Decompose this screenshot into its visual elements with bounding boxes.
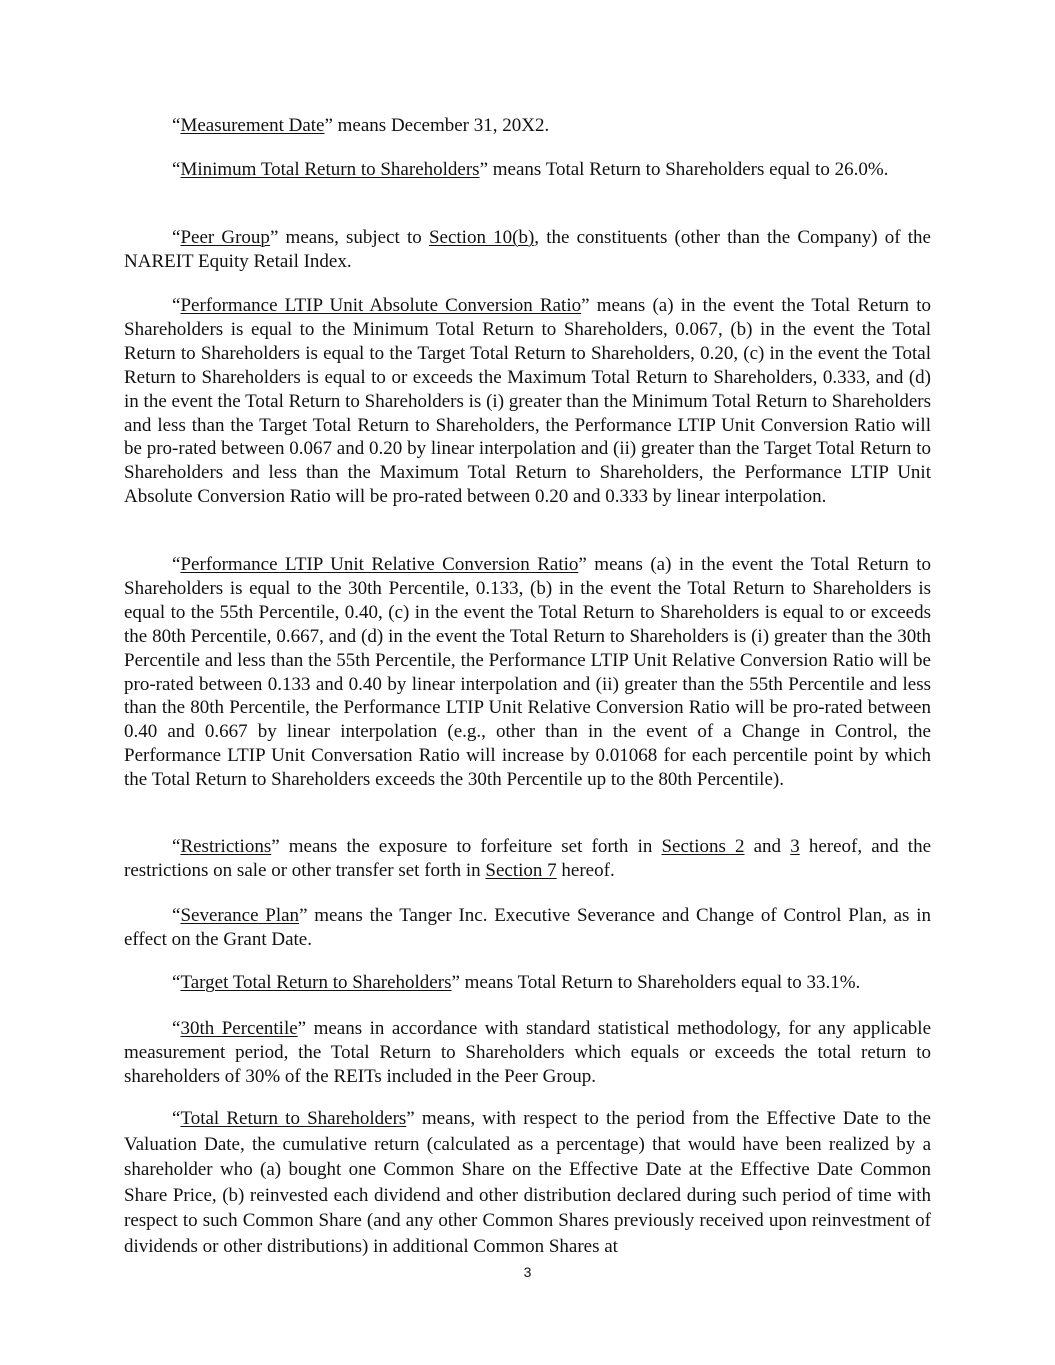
underlined-term: Performance LTIP Unit Absolute Conversion Ratio [180,295,582,316]
paragraph-text: hereof, and the restrictions on sale or other transfer set forth in [124,836,932,881]
page-number: 3 [523,1264,532,1280]
paragraph-text: “ [172,1018,181,1039]
paragraph-text: “ [172,554,181,575]
paragraph-text: ” means the exposure to forfeiture set forth in [271,836,662,857]
paragraph-text: “ [172,1108,181,1129]
definition-paragraph [124,835,931,883]
definition-paragraph [124,904,931,952]
paragraph-text: ” means Total Return to Shareholders equal to 26.0%. [479,159,889,180]
underlined-term: Minimum Total Return to Shareholders [180,159,480,180]
definition-paragraph [124,294,931,509]
paragraph-text: ” means, subject to [269,227,429,248]
paragraph-text: “ [172,159,181,180]
paragraph-text: ” means Total Return to Shareholders equal to 33.1%. [451,972,861,993]
underlined-term: Measurement Date [180,115,325,136]
paragraph-text: ” means (a) in the event the Total Return to Shareholders is equal to the Minimum Total Return to Shareholders, 0.067, (b) in the event the Total Return to Shareholders is equal to the Target Total Return to Shareholders, 0.20, (c) in the event the Total Return to Shareholders is equal to or exceeds the Maximum Total Return to Shareholders, 0.333, and (d) in the event the Total Return to Shareholders is (i) greater than the Minimum Total Return to Shareholders and less than the Target Total Return to Shareholders, the Performance LTIP Unit Conversion Ratio will be pro-rated between 0.067 and 0.20 by linear interpolation and (ii) greater than the Target Total Return to Shareholders and less than the Maximum Total Return to Shareholders, the Performance LTIP Unit Absolute Conversion Ratio will be pro-rated between 0.20 and 0.333 by linear interpolation. [124,295,931,508]
underlined-term: Restrictions [180,836,272,857]
paragraph-text: “ [172,836,181,857]
underlined-term: Severance Plan [180,905,300,926]
underlined-term: Section 7 [485,859,557,881]
paragraph-text: “ [172,227,181,248]
definition-paragraph [124,158,931,182]
underlined-term: 3 [790,836,800,857]
paragraph-text: hereof. [556,859,615,881]
paragraph-text: “ [172,295,181,316]
paragraph-text: “ [172,905,181,926]
definition-paragraph [124,226,931,274]
underlined-term: Peer Group [180,227,270,248]
paragraph-text: and [744,836,791,857]
underlined-term: Target Total Return to Shareholders [180,972,452,993]
definition-paragraph [124,1017,931,1089]
paragraph-text: ” means December 31, 20X2. [324,115,550,136]
paragraph-text: “ [172,115,181,136]
underlined-term: Sections 2 [661,836,745,857]
definition-paragraph [124,114,931,138]
underlined-term: Performance LTIP Unit Relative Conversion Ratio [180,554,579,575]
paragraph-text: , the constituents (other than the Company) of the NAREIT Equity Retail Index. [124,227,931,272]
paragraph-text: “ [172,972,181,993]
definition-paragraph [124,971,931,995]
paragraph-text: ” means, with respect to the period from the Effective Date to the Valuation Date, the cumulative return (calculated as a percentage) that would have been realized by a shareholder who (a) bought one Common Share on the Effective Date at the Effective Date Common Share Price, (b) reinvested each dividend and other distribution declared during such period of time with respect to such Common Share (and any other Common Shares previously received upon reinvestment of dividends or other distributions) in additional Common Shares at [124,1108,931,1257]
definition-paragraph [124,553,931,792]
definition-paragraph [124,1106,931,1260]
underlined-term: Section 10(b) [428,227,535,248]
paragraph-text: ” means in accordance with standard statistical methodology, for any applicable measurement period, the Total Return to Shareholders which equals or exceeds the total return to shareholders of 30% of the REITs included in the Peer Group. [124,1018,931,1087]
paragraph-text: ” means (a) in the event the Total Return to Shareholders is equal to the 30th Percentile, 0.133, (b) in the event the Total Return to Shareholders is equal to the 55th Percentile, 0.40, (c) in the event the Total Return to Shareholders is equal to or exceeds the 80th Percentile, 0.667, and (d) in the event the Total Return to Shareholders is (i) greater than the 30th Percentile and less than the 55th Percentile, the Performance LTIP Unit Relative Conversion Ratio will be pro-rated between 0.133 and 0.40 by linear interpolation and (ii) greater than the 55th Percentile and less than the 80th Percentile, the Performance LTIP Unit Relative Conversion Ratio will be pro-rated between 0.40 and 0.667 by linear interpolation (e.g., other than in the event of a Change in Control, the Performance LTIP Unit Conversation Ratio will increase by 0.01068 for each percentile point by which the Total Return to Shareholders exceeds the 30th Percentile up to the 80th Percentile). [124,554,931,791]
underlined-term: 30th Percentile [180,1018,298,1039]
paragraph-text: ” means the Tanger Inc. Executive Severance and Change of Control Plan, as in effect on the Grant Date. [124,905,931,950]
underlined-term: Total Return to Shareholders [180,1108,407,1129]
